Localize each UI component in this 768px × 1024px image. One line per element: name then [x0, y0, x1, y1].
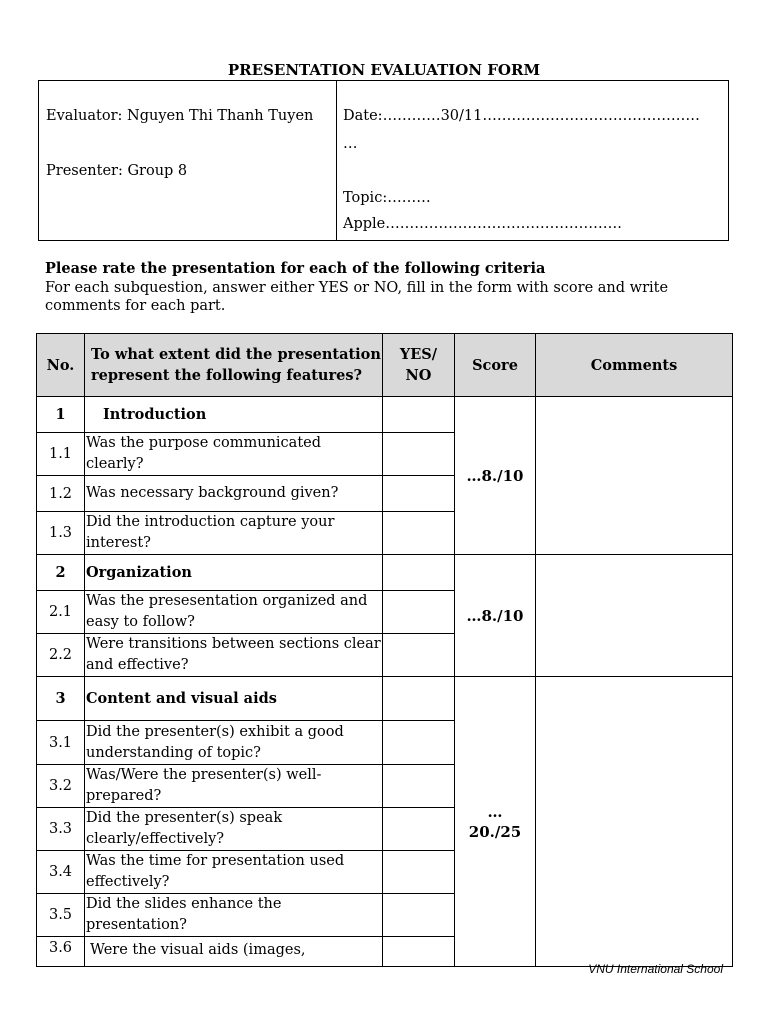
presenter-field: Presenter: Group 8	[46, 163, 188, 179]
footer-school-name: VNU International School	[588, 962, 723, 976]
item-question: Were the visual aids (images,	[85, 937, 383, 967]
section-row	[37, 677, 733, 721]
answer-cell[interactable]	[383, 937, 455, 967]
comments-cell[interactable]	[536, 555, 733, 677]
item-question: Was the presesentation organized and easy to follow?	[85, 591, 383, 634]
section-number: 2	[37, 555, 85, 591]
answer-cell[interactable]	[383, 397, 455, 433]
item-number: 1.3	[37, 512, 85, 555]
form-title: PRESENTATION EVALUATION FORM	[227, 61, 541, 79]
item-question: Did the presenter(s) exhibit a good understanding of topic?	[85, 721, 383, 765]
instructions-heading: Please rate the presentation for each of the following criteria	[45, 260, 546, 277]
date-field-continuation: …	[343, 136, 358, 152]
answer-cell[interactable]	[383, 851, 455, 894]
section-number: 3	[37, 677, 85, 721]
topic-field: Topic:………	[343, 190, 431, 206]
answer-cell[interactable]	[383, 591, 455, 634]
section-title: Introduction	[85, 397, 383, 433]
item-question: Did the introduction capture your interest?	[85, 512, 383, 555]
section-title: Organization	[85, 555, 383, 591]
section-row	[37, 397, 733, 433]
comments-cell[interactable]	[536, 677, 733, 967]
evaluation-table	[36, 333, 733, 967]
section-title: Content and visual aids	[85, 677, 383, 721]
answer-cell[interactable]	[383, 634, 455, 677]
topic-value: Apple………………………………………….	[343, 216, 622, 232]
section-row	[37, 555, 733, 591]
header-yes-no	[383, 334, 455, 397]
header-question: To what extent did the presentation represent the following features?	[85, 334, 383, 397]
instructions-body: For each subquestion, answer either YES or NO, fill in the form with score and write comments for each part.	[45, 280, 669, 314]
item-number: 3.4	[37, 851, 85, 894]
item-number: 3.1	[37, 721, 85, 765]
item-question: Was necessary background given?	[85, 476, 383, 512]
item-question: Were transitions between sections clear and effective?	[85, 634, 383, 677]
item-number: 3.3	[37, 808, 85, 851]
table-header-row	[37, 334, 733, 397]
section-score[interactable]: …8./10	[455, 397, 536, 555]
header-yes-no-line1: YES/	[399, 346, 438, 363]
date-field: Date:…………30/11………………………………………	[343, 108, 700, 124]
header-yes-no-line2: NO	[405, 367, 432, 384]
header-comments: Comments	[536, 334, 733, 397]
header-no: No.	[37, 334, 85, 397]
answer-cell[interactable]	[383, 808, 455, 851]
comments-cell[interactable]	[536, 397, 733, 555]
answer-cell[interactable]	[383, 677, 455, 721]
answer-cell[interactable]	[383, 433, 455, 476]
answer-cell[interactable]	[383, 721, 455, 765]
section-score-line2: 20./25	[468, 822, 522, 841]
section-score[interactable]: …8./10	[455, 555, 536, 677]
item-question: Did the presenter(s) speak clearly/effectively?	[85, 808, 383, 851]
answer-cell[interactable]	[383, 512, 455, 555]
item-number: 3.5	[37, 894, 85, 937]
item-number: 3.2	[37, 765, 85, 808]
header-info-box	[38, 80, 729, 241]
section-number: 1	[37, 397, 85, 433]
answer-cell[interactable]	[383, 476, 455, 512]
item-question: Was the purpose communicated clearly?	[85, 433, 383, 476]
item-number: 3.6	[37, 937, 85, 967]
item-question: Was/Were the presenter(s) well-prepared?	[85, 765, 383, 808]
evaluator-field: Evaluator: Nguyen Thi Thanh Tuyen	[46, 108, 314, 124]
section-score[interactable]	[455, 677, 536, 967]
item-number: 2.1	[37, 591, 85, 634]
item-question: Was the time for presentation used effectively?	[85, 851, 383, 894]
answer-cell[interactable]	[383, 765, 455, 808]
item-question: Did the slides enhance the presentation?	[85, 894, 383, 937]
section-score-line1: …	[487, 802, 503, 821]
answer-cell[interactable]	[383, 555, 455, 591]
answer-cell[interactable]	[383, 894, 455, 937]
item-number: 2.2	[37, 634, 85, 677]
item-number: 1.2	[37, 476, 85, 512]
header-score: Score	[455, 334, 536, 397]
header-divider	[336, 81, 337, 240]
item-number: 1.1	[37, 433, 85, 476]
